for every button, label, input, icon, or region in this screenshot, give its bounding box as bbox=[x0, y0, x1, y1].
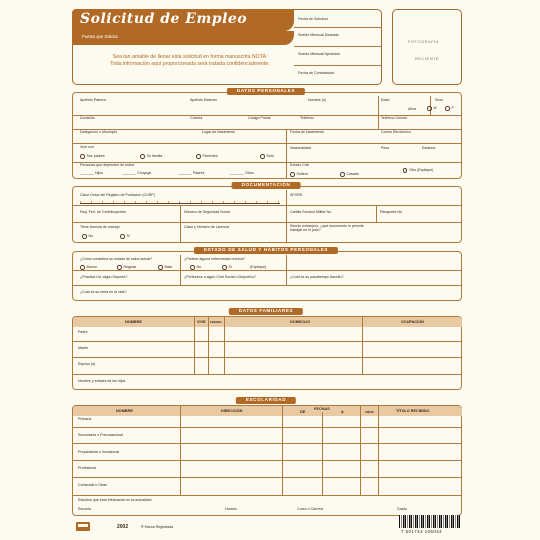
esc-row-comercial[interactable]: Comercial u Otras bbox=[78, 483, 107, 487]
salud-malo-radio[interactable]: Malo bbox=[158, 265, 172, 270]
clase-licencia-field[interactable]: Clase y Número de Licencia bbox=[184, 225, 229, 229]
curp-boxes[interactable] bbox=[80, 201, 280, 204]
nacionalidad-field[interactable]: Nacionalidad bbox=[290, 146, 311, 150]
licencia-label: Tiene licencia de manejo bbox=[80, 225, 120, 229]
esc-col-nombre: NOMBRE bbox=[116, 409, 133, 413]
meta-field[interactable]: ¿Cuál es su meta en la vida? bbox=[80, 290, 127, 294]
esc-carrera-field[interactable]: Curso o Carrera bbox=[297, 507, 323, 511]
esc-actual-label: Estudios que está efectuando en la actualidad bbox=[78, 498, 152, 502]
sueldo-aprobado-field[interactable]: Sueldo Mensual Aprobado bbox=[298, 52, 341, 56]
marca-registrada: ® Marca Registrada bbox=[141, 525, 174, 529]
familiares-title: DATOS FAMILIARES bbox=[229, 308, 303, 315]
salud-q2-label: ¿Padece alguna enfermedad crónica? bbox=[184, 257, 245, 261]
pasaporte-field[interactable]: Pasaporte No. bbox=[380, 210, 403, 214]
fam-col-ocupacion: OCUPACIÓN bbox=[401, 320, 424, 324]
peso-field[interactable]: Peso bbox=[381, 146, 390, 150]
sexo-m-radio[interactable]: M bbox=[427, 106, 437, 111]
fam-col-finado: FINADO bbox=[210, 320, 222, 324]
fecha-nacimiento-field[interactable]: Fecha de Nacimiento bbox=[290, 130, 324, 134]
note-text: Sea tan amable de llenar esta solicitud en forma manuscrita NOTA: Toda información aquí proporcionada será tratada confidencialmente. bbox=[110, 54, 270, 67]
nss-field[interactable]: Número de Seguridad Social bbox=[184, 210, 230, 214]
fam-row-padre[interactable]: Padre bbox=[78, 330, 88, 334]
rfc-field[interactable]: Reg. Fed. de Contribuyentes bbox=[80, 210, 126, 214]
fam-row-madre[interactable]: Madre bbox=[78, 346, 89, 350]
extranjero-field[interactable]: Siendo extranjero, ¿qué documento le permite trabajar en el país? bbox=[290, 224, 364, 232]
esc-col-fechas: FECHAS bbox=[314, 407, 330, 411]
esc-row-secundaria[interactable]: Secundaria o Prevocacional bbox=[78, 433, 123, 437]
familiares-section bbox=[72, 316, 462, 390]
pasatiempo-field[interactable]: ¿Cuál es su pasatiempo favorito? bbox=[290, 275, 344, 279]
esc-grado-field[interactable]: Grado bbox=[397, 507, 407, 511]
sexo-label: Sexo bbox=[435, 98, 444, 102]
form-code: 2002 bbox=[117, 524, 129, 530]
vive-solo-radio[interactable]: Solo bbox=[260, 154, 274, 159]
vive-parientes-radio[interactable]: Parientes bbox=[196, 154, 218, 159]
cronica-si-radio[interactable]: Sí bbox=[222, 265, 232, 270]
licencia-no-radio[interactable]: No bbox=[82, 234, 93, 239]
fam-hijos-field[interactable]: Nombre y edades de los hijos bbox=[78, 379, 126, 383]
club-field[interactable]: ¿Pertenece a algún Club Social o Deportivo? bbox=[184, 275, 256, 279]
esc-horario-field[interactable]: Horario bbox=[225, 507, 237, 511]
esc-row-preparatoria[interactable]: Preparatoria o Vocacional bbox=[78, 450, 120, 454]
dependientes-label: Personas que dependen de usted bbox=[80, 163, 134, 167]
fecha-solicitud-field[interactable]: Fecha de Solicitud bbox=[298, 17, 328, 21]
escolaridad-title: ESCOLARIDAD bbox=[236, 397, 296, 404]
codigo-postal-field[interactable]: Código Postal bbox=[248, 116, 271, 120]
civil-soltero-radio[interactable]: Soltero bbox=[290, 172, 308, 177]
brand-logo-inner bbox=[78, 524, 88, 527]
curp-field[interactable]: Clave Única del Registro de Población (CURP) bbox=[80, 193, 155, 197]
right-fields bbox=[294, 9, 382, 85]
estatura-field[interactable]: Estatura bbox=[422, 146, 436, 150]
nombre-field[interactable]: Nombre (s) bbox=[308, 98, 326, 102]
form-title: Solicitud de Empleo bbox=[80, 11, 248, 27]
documentacion-title: DOCUMENTACIÓN bbox=[232, 182, 301, 189]
anos-label: Años bbox=[408, 107, 417, 111]
fam-col-nombre: NOMBRE bbox=[125, 320, 142, 324]
telefono-celular-field[interactable]: Teléfono Celular bbox=[381, 116, 407, 120]
puesto-label-text: Puesto que Solicita bbox=[82, 34, 118, 39]
domicilio-field[interactable]: Domicilio bbox=[80, 116, 95, 120]
fecha-contratacion-field[interactable]: Fecha de Contratación bbox=[298, 71, 335, 75]
salud-bueno-radio[interactable]: Bueno bbox=[80, 265, 97, 270]
dep-padres-field[interactable]: _______ Padres bbox=[178, 171, 205, 175]
fam-row-esposo[interactable]: Esposo (a) bbox=[78, 362, 96, 366]
esc-escuela-field[interactable]: Escuela bbox=[78, 507, 91, 511]
vive-padres-radio[interactable]: Sus padres bbox=[80, 154, 105, 159]
esc-col-direccion: DIRECCIÓN bbox=[221, 409, 243, 413]
cartilla-field[interactable]: Cartilla Servicio Militar No. bbox=[290, 210, 333, 214]
photo-label-2: RECIENTE bbox=[415, 56, 440, 61]
vive-con-label: Vive con bbox=[80, 145, 94, 149]
esc-row-profesional[interactable]: Profesional bbox=[78, 466, 96, 470]
apellido-materno-field[interactable]: Apellido Materno bbox=[190, 98, 217, 102]
colonia-field[interactable]: Colonia bbox=[190, 116, 203, 120]
esc-col-titulo: TÍTULO RECIBIDO bbox=[396, 409, 430, 413]
barcode bbox=[399, 515, 461, 528]
civil-casado-radio[interactable]: Casado bbox=[340, 172, 359, 177]
esc-col-anos: AÑOS bbox=[365, 410, 374, 414]
sexo-f-radio[interactable]: F bbox=[445, 106, 454, 111]
lugar-nacimiento-field[interactable]: Lugar de Nacimiento bbox=[202, 130, 236, 134]
dep-hijos-field[interactable]: _______ Hijos bbox=[80, 171, 103, 175]
esc-row-primaria[interactable]: Primaria bbox=[78, 417, 92, 421]
photo-label-1: FOTOGRAFÍA bbox=[408, 39, 439, 44]
dep-otros-field[interactable]: _______ Otros bbox=[230, 171, 254, 175]
vive-familia-radio[interactable]: Su familia bbox=[140, 154, 162, 159]
cronica-no-radio[interactable]: No bbox=[190, 265, 201, 270]
datos-personales-title: DATOS PERSONALES bbox=[227, 88, 305, 95]
dep-conyuge-field[interactable]: _______ Cónyuge bbox=[122, 171, 152, 175]
esc-col-a: A bbox=[341, 410, 344, 414]
fam-col-vive: VIVE bbox=[197, 320, 206, 324]
sueldo-deseado-field[interactable]: Sueldo Mensual Deseado bbox=[298, 33, 340, 37]
afore-field[interactable]: AFORE bbox=[290, 193, 303, 197]
telefono-field[interactable]: Teléfono bbox=[300, 116, 314, 120]
estado-civil-label: Estado Civil bbox=[290, 163, 309, 167]
deporte-field[interactable]: ¿Practica Ud. algún Deporte? bbox=[80, 275, 128, 279]
apellido-paterno-field[interactable]: Apellido Paterno bbox=[80, 98, 107, 102]
salud-title: ESTADO DE SALUD Y HÁBITOS PERSONALES bbox=[194, 247, 338, 254]
salud-q1-label: ¿Cómo considera su estado de salud actual? bbox=[80, 257, 153, 261]
salud-regular-radio[interactable]: Regular bbox=[117, 265, 136, 270]
civil-otro-radio[interactable]: Otro (Explique) bbox=[398, 168, 438, 173]
esc-col-de: DE bbox=[300, 410, 306, 414]
edad-field[interactable]: Edad bbox=[381, 98, 390, 102]
licencia-si-radio[interactable]: Sí bbox=[120, 234, 130, 239]
fam-col-domicilio: DOMICILIO bbox=[290, 320, 311, 324]
cronica-explique-label: (Explique) bbox=[250, 265, 267, 269]
photo-box bbox=[392, 9, 462, 85]
delegacion-field[interactable]: Delegación o Municipio bbox=[80, 130, 118, 134]
barcode-number: 7 501742 105044 bbox=[401, 529, 443, 534]
correo-field[interactable]: Correo Electrónico bbox=[381, 130, 411, 134]
